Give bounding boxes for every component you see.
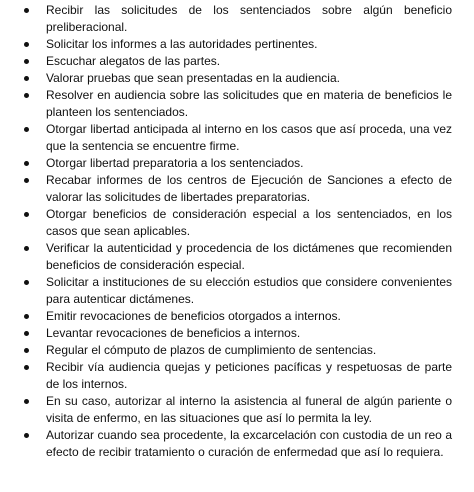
list-item [10,274,464,308]
bullet-icon [24,314,29,319]
bullet-icon [24,59,29,64]
bullet-icon [24,246,29,251]
bullet-icon [24,280,29,285]
list-item [10,155,464,172]
bullet-list [10,2,464,461]
list-item [10,70,464,87]
bullet-icon [24,365,29,370]
list-item-text: Levantar revocaciones de beneficios a internos. [46,326,301,340]
bullet-icon [24,93,29,98]
list-item [10,342,464,359]
list-item [10,325,464,342]
list-item-text: Escuchar alegatos de las partes. [46,54,221,68]
list-item-text: Otorgar beneficios de consideración especial a los sentenciados, en los casos que sean aplicables. [46,207,452,238]
bullet-icon [24,8,29,13]
list-item [10,427,464,461]
bullet-icon [24,331,29,336]
list-item-text: Solicitar los informes a las autoridades pertinentes. [46,37,318,51]
list-item-text: Recabar informes de los centros de Ejecución de Sanciones a efecto de valorar las solicitudes de libertades preparatorias. [46,173,452,204]
list-item-text: Autorizar cuando sea procedente, la excarcelación con custodia de un reo a efecto de recibir tratamiento o curación de enfermedad que así lo requiera. [46,428,452,459]
list-item-text: Recibir las solicitudes de los sentenciados sobre algún beneficio preliberacional. [46,3,452,34]
list-item-text: Otorgar libertad anticipada al interno en los casos que así proceda, una vez que la sentencia se encuentre firme. [46,122,452,153]
list-item [10,172,464,206]
bullet-icon [24,127,29,132]
list-item [10,393,464,427]
bullet-icon [24,399,29,404]
bullet-icon [24,42,29,47]
list-item [10,359,464,393]
list-item [10,121,464,155]
list-item [10,53,464,70]
list-item-text: Emitir revocaciones de beneficios otorgados a internos. [46,309,341,323]
list-item-text: Resolver en audiencia sobre las solicitudes que en materia de beneficios le planteen los sentenciados. [46,88,452,119]
list-item [10,87,464,121]
bullet-icon [24,212,29,217]
bullet-icon [24,178,29,183]
list-item-text: Otorgar libertad preparatoria a los sentenciados. [46,156,304,170]
list-item-text: Solicitar a instituciones de su elección estudios que considere convenientes para autenticar dictámenes. [46,275,452,306]
list-item-text: En su caso, autorizar al interno la asistencia al funeral de algún pariente o visita de enfermo, en las situaciones que así lo permita la ley. [46,394,452,425]
bullet-icon [24,433,29,438]
list-item [10,36,464,53]
bullet-icon [24,161,29,166]
list-item [10,2,464,36]
list-item-text: Recibir vía audiencia quejas y peticiones pacíficas y respetuosas de parte de los internos. [46,360,452,391]
list-item-text: Verificar la autenticidad y procedencia de los dictámenes que recomienden beneficios de consideración especial. [46,241,452,272]
list-item [10,308,464,325]
list-item-text: Regular el cómputo de plazos de cumplimiento de sentencias. [46,343,377,357]
list-item [10,206,464,240]
bullet-icon [24,348,29,353]
bullet-icon [24,76,29,81]
list-item [10,240,464,274]
list-item-text: Valorar pruebas que sean presentadas en la audiencia. [46,71,340,85]
